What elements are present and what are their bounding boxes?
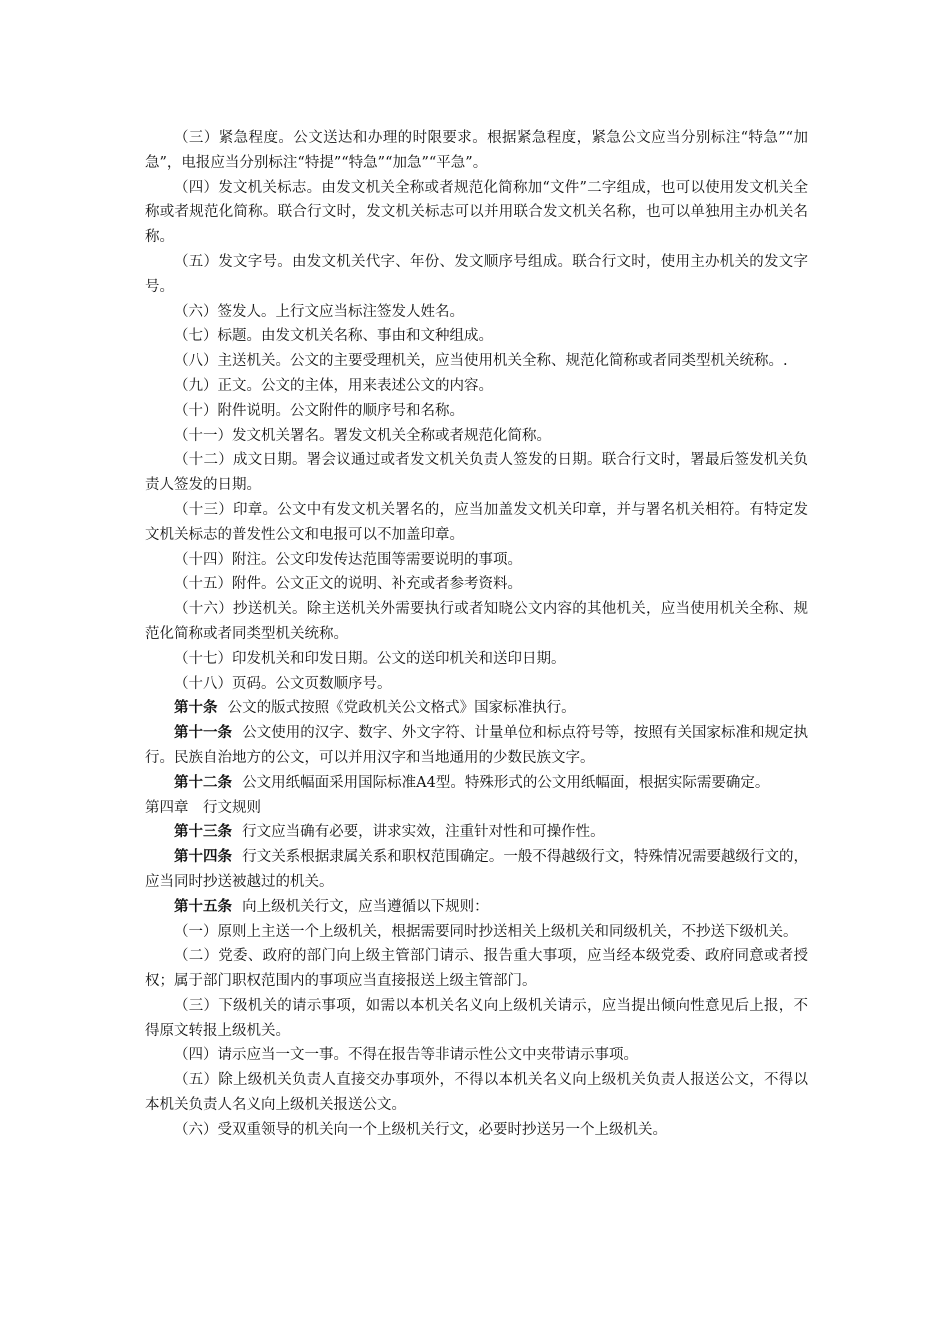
paragraph-doc-number: （五）发文字号。由发文机关代字、年份、发文顺序号组成。联合行文时，使用主办机关的发文字号。 bbox=[145, 253, 808, 295]
paragraph-print-info: （十七）印发机关和印发日期。公文的送印机关和送印日期。 bbox=[174, 650, 566, 667]
chapter-number: 第四章 bbox=[145, 799, 189, 816]
paragraph-attachment: （十五）附件。公文正文的说明、补充或者参考资料。 bbox=[174, 576, 522, 593]
article-15: 第十五条 向上级机关行文，应当遵循以下规则： bbox=[174, 897, 489, 915]
paragraph-attachment-note: （十）附件说明。公文附件的顺序号和名称。 bbox=[174, 402, 464, 419]
paragraph-signer: （六）签发人。上行文应当标注签发人姓名。 bbox=[174, 303, 464, 320]
chapter-title: 行文规则 bbox=[203, 799, 261, 816]
paragraph-cc: （十六）抄送机关。除主送机关外需要执行或者知晓公文内容的其他机关，应当使用机关全称、规范化简称或者同类型机关统称。 bbox=[145, 601, 808, 642]
article-label: 第十二条 bbox=[174, 773, 232, 791]
paragraph-title: （七）标题。由发文机关名称、事由和文种组成。 bbox=[174, 328, 493, 345]
paragraph-date: （十二）成文日期。署会议通过或者发文机关负责人签发的日期。联合行文时，署最后签发机关负责人签发的日期。 bbox=[145, 452, 808, 494]
article-13: 第十三条 行文应当确有必要，讲求实效，注重针对性和可操作性。 bbox=[174, 823, 605, 841]
article-label: 第十条 bbox=[174, 699, 218, 717]
paragraph-urgency: （三）紧急程度。公文送达和办理的时限要求。根据紧急程度，紧急公文应当分别标注“特急”“加急”，电报应当分别标注“特提”“特急”“加急”“平急”。 bbox=[145, 130, 808, 171]
rule-3: （三）下级机关的请示事项，如需以本机关名义向上级机关请示，应当提出倾向性意见后上报，不得原文转报上级机关。 bbox=[145, 997, 808, 1039]
rule-5: （五）除上级机关负责人直接交办事项外，不得以本机关名义向上级机关负责人报送公文，不得以本机关负责人名义向上级机关报送公文。 bbox=[145, 1072, 808, 1114]
paragraph-body: （九）正文。公文的主体，用来表述公文的内容。 bbox=[174, 377, 493, 394]
article-label: 第十五条 bbox=[174, 897, 232, 915]
article-label: 第十三条 bbox=[174, 823, 232, 841]
rule-1: （一）原则上主送一个上级机关，根据需要同时抄送相关上级机关和同级机关，不抄送下级机关。 bbox=[174, 923, 798, 940]
paragraph-annotation: （十四）附注。公文印发传达范围等需要说明的事项。 bbox=[174, 551, 522, 568]
article-label: 第十四条 bbox=[174, 848, 233, 866]
paragraph-issuer-mark: （四）发文机关标志。由发文机关全称或者规范化简称加“文件”二字组成，也可以使用发文机关全称或者规范化简称。联合行文时，发文机关标志可以并用联合发文机关名称，也可以单独用主办机关名称。 bbox=[145, 179, 808, 246]
paragraph-main-recipient: （八）主送机关。公文的主要受理机关，应当使用机关全称、规范化简称或者同类型机关统称。. bbox=[174, 353, 788, 370]
article-12: 第十二条 公文用纸幅面采用国际标准A4型。特殊形式的公文用纸幅面，根据实际需要确定。 bbox=[174, 773, 770, 791]
chapter-heading bbox=[145, 796, 808, 821]
article-label: 第十一条 bbox=[174, 724, 233, 742]
article-10: 第十条 公文的版式按照《党政机关公文格式》国家标准执行。 bbox=[174, 699, 576, 717]
paragraph-issuer-signature: （十一）发文机关署名。署发文机关全称或者规范化简称。 bbox=[174, 427, 551, 444]
rule-6: （六）受双重领导的机关向一个上级机关行文，必要时抄送另一个上级机关。 bbox=[174, 1121, 667, 1138]
paragraph-seal: （十三）印章。公文中有发文机关署名的，应当加盖发文机关印章，并与署名机关相符。有特定发文机关标志的普发性公文和电报可以不加盖印章。 bbox=[145, 501, 808, 543]
article-11: 第十一条 公文使用的汉字、数字、外文字符、计量单位和标点符号等，按照有关国家标准和规定执行。民族自治地方的公文，可以并用汉字和当地通用的少数民族文字。 bbox=[145, 724, 809, 766]
rule-4: （四）请示应当一文一事。不得在报告等非请示性公文中夹带请示事项。 bbox=[174, 1047, 638, 1064]
rule-2: （二）党委、政府的部门向上级主管部门请示、报告重大事项，应当经本级党委、政府同意或者授权；属于部门职权范围内的事项应当直接报送上级主管部门。 bbox=[145, 948, 808, 990]
document-page bbox=[145, 126, 808, 1143]
article-14: 第十四条 行文关系根据隶属关系和职权范围确定。一般不得越级行文，特殊情况需要越级行文的，应当同时抄送被越过的机关。 bbox=[145, 848, 809, 890]
paragraph-page-number: （十八）页码。公文页数顺序号。 bbox=[174, 675, 392, 692]
